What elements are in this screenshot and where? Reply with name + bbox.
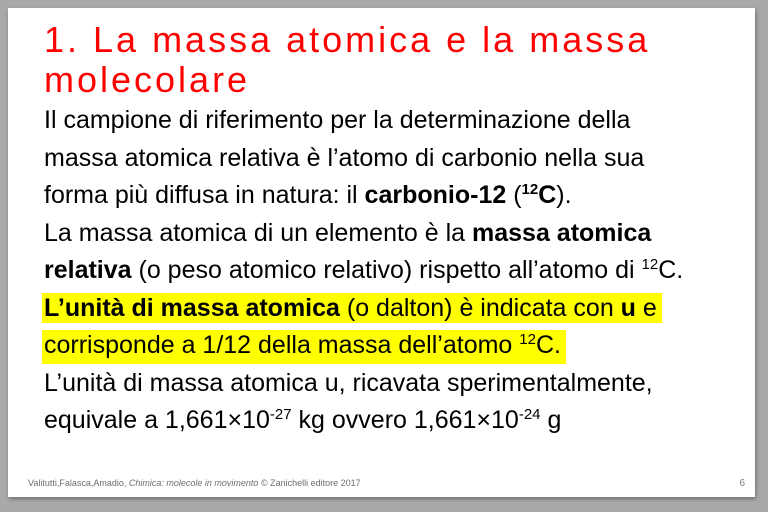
text-run: carbonio-12 <box>364 181 507 209</box>
text-run: ). <box>556 181 572 209</box>
text-run: kg ovvero 1,661×10 <box>291 406 519 434</box>
text-run: 12 <box>521 181 539 198</box>
text-run: relativa <box>44 256 132 284</box>
text-run: L’unità di massa atomica u, ricavata sperimentalmente, <box>44 368 653 397</box>
body-line <box>44 177 744 215</box>
highlight-region <box>42 330 566 364</box>
body-line <box>44 402 744 440</box>
body-line-highlighted <box>44 290 744 328</box>
body-line <box>44 102 744 140</box>
text-run: e <box>635 293 657 322</box>
footer-authors: Valitutti,Falasca,Amadio, <box>28 478 129 488</box>
text-run: Il campione di riferimento per la determinazione della <box>44 106 631 134</box>
text-run: forma più diffusa in natura: il <box>44 181 365 209</box>
text-run: g <box>540 406 562 434</box>
text-run: equivale a 1,661×10 <box>44 406 270 434</box>
slide-footer <box>28 478 745 489</box>
slide <box>8 8 755 497</box>
text-run: C. <box>535 331 561 359</box>
body-line <box>44 140 744 178</box>
text-run: L’unità di massa atomica <box>44 293 340 322</box>
text-run: ( <box>506 181 522 209</box>
text-run: C <box>538 181 557 209</box>
text-run: massa atomica relativa è l’atomo di carbonio nella sua <box>44 143 645 172</box>
slide-title: 1. La massa atomica e la massa molecolare <box>44 19 651 100</box>
text-run: corrisponde a 1/12 della massa dell’atomo <box>44 331 520 359</box>
text-run: -27 <box>269 406 292 423</box>
body-line-highlighted <box>44 327 744 365</box>
text-run: (o dalton) è indicata con <box>339 293 621 322</box>
text-run: (o peso atomico relativo) rispetto all’atomo di <box>131 256 642 284</box>
text-run: -24 <box>518 406 541 423</box>
footer-publisher: © Zanichelli editore 2017 <box>258 478 361 488</box>
text-run: massa atomica <box>472 218 652 247</box>
text-run: La massa atomica di un elemento è la <box>44 218 473 247</box>
body-line <box>44 215 744 253</box>
highlight-region <box>42 293 662 323</box>
slide-body <box>44 102 744 440</box>
body-line <box>44 365 744 403</box>
body-line <box>44 252 744 290</box>
footer-credit <box>28 478 361 488</box>
text-run: 12 <box>641 256 659 273</box>
text-run: u <box>620 293 636 322</box>
footer-book-title: Chimica: molecole in movimento <box>128 478 259 488</box>
text-run: 12 <box>519 331 536 348</box>
page-number: 6 <box>739 478 745 489</box>
text-run: C. <box>658 256 684 284</box>
